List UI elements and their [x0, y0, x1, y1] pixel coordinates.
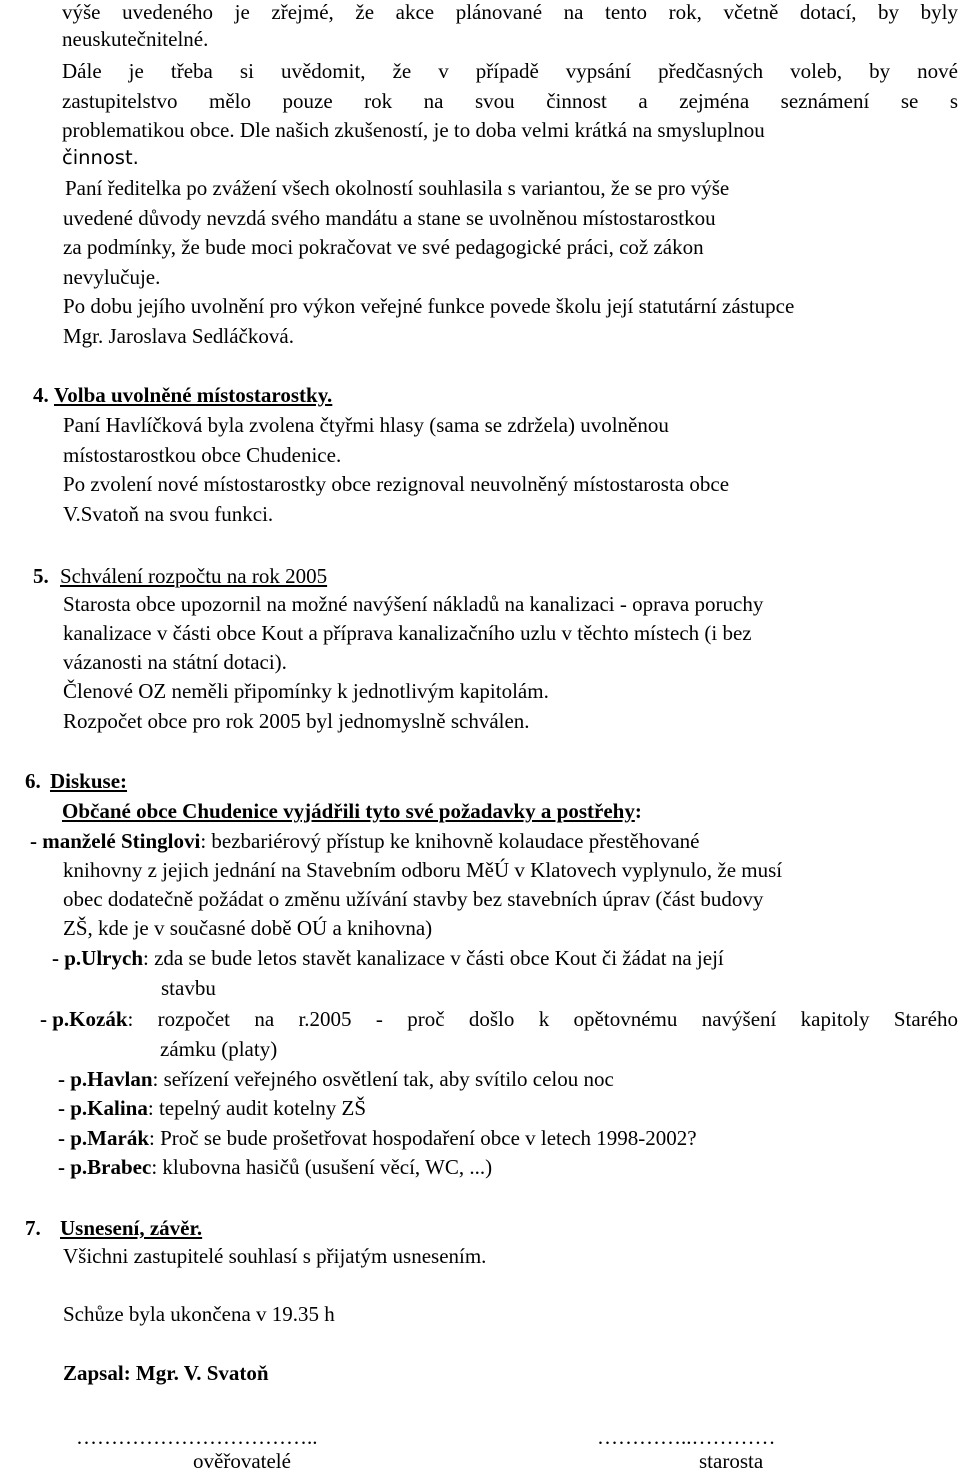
section-4-title: Volba uvolněné místostarostky.: [54, 383, 333, 407]
item-name: p.Havlan: [70, 1067, 153, 1091]
discussion-item-kozak: [40, 1006, 958, 1032]
item-dash: -: [58, 1096, 71, 1120]
closing-text: Schůze byla ukončena v 19.35 h: [63, 1302, 335, 1326]
section-4-line-1: Paní Havlíčková byla zvolena čtyřmi hlasy (sama se zdržela) uvolněnou: [63, 413, 669, 437]
section-7-number: 7.: [25, 1216, 41, 1240]
section-5-line-5: Rozpočet obce pro rok 2005 byl jednomyslně schválen.: [63, 709, 530, 733]
item-text: : tepelný audit kotelny ZŠ: [147, 1096, 367, 1120]
item-text: : rozpočet na r.2005 - proč došlo k opětovnému navýšení kapitoly Starého: [127, 1007, 958, 1031]
section-5-line-3: vázanosti na státní dotaci).: [63, 650, 287, 674]
item-dash: -: [58, 1126, 71, 1150]
section-6-number: 6.: [25, 769, 41, 793]
discussion-item-havlan: [58, 1066, 614, 1092]
item-text: : Proč se bude prošetřovat hospodaření obce v letech 1998-2002?: [149, 1126, 697, 1150]
author-text: Zapsal: Mgr. V. Svatoň: [63, 1361, 269, 1385]
section-7-heading: [25, 1215, 202, 1241]
section-5-title: Schválení rozpočtu na rok 2005: [60, 564, 328, 588]
discussion-item-kalina: [58, 1095, 366, 1121]
item-text: : zda se bude letos stavět kanalizace v části obce Kout či žádat na její: [143, 946, 724, 970]
discussion-item-continuation: obec dodatečně požádat o změnu užívání stavby bez stavebních úprav (část budovy: [63, 887, 764, 911]
intro-para-line-2: uvedené důvody nevzdá svého mandátu a stane se uvolněnou místostarostkou: [63, 206, 716, 230]
intro-line-3: Dále je třeba si uvědomit, že v případě vypsání předčasných voleb, by nové: [62, 59, 958, 83]
section-4-number: 4.: [33, 383, 49, 407]
discussion-item-stinglovi: [30, 828, 699, 854]
section-5-heading: [33, 563, 327, 589]
section-6-heading: [25, 768, 127, 794]
intro-line-2: neuskutečnitelné.: [62, 27, 209, 51]
signature-left-label: ověřovatelé: [193, 1449, 291, 1473]
item-name: manželé Stinglovi: [42, 829, 201, 853]
intro-line-1: výše uvedeného je zřejmé, že akce plánované na tento rok, včetně dotací, by byly: [62, 0, 958, 24]
item-name: p.Brabec: [70, 1155, 152, 1179]
discussion-item-ulrych: [52, 945, 724, 971]
signature-left-dots: ……………………………..: [76, 1425, 318, 1449]
intro-line-6: činnost.: [62, 146, 139, 169]
item-name: p.Marák: [70, 1126, 149, 1150]
signature-right-dots: …………..…………: [597, 1425, 776, 1449]
item-text: : bezbariérový přístup ke knihovně kolaudace přestěhované: [200, 829, 700, 853]
item-text: : klubovna hasičů (usušení věcí, WC, ...): [151, 1155, 493, 1179]
item-dash: -: [58, 1067, 71, 1091]
discussion-item-continuation: ZŠ, kde je v současné době OÚ a knihovna): [63, 916, 433, 940]
section-5-line-2: kanalizace v části obce Kout a příprava kanalizačního uzlu v těchto místech (i bez: [63, 621, 752, 645]
discussion-item-continuation: stavbu: [161, 976, 216, 1000]
intro-para-line-3: za podmínky, že bude moci pokračovat ve své pedagogické práci, což zákon: [63, 235, 704, 259]
section-7-line-1: Všichni zastupitelé souhlasí s přijatým usnesením.: [63, 1244, 487, 1268]
section-7-title: Usnesení, závěr.: [60, 1216, 203, 1240]
intro-line-5-serif: problematikou obce. Dle našich zkušeností, je to doba velmi krátká na smysluplnou: [62, 118, 765, 142]
discussion-item-marak: [58, 1125, 697, 1151]
item-text: : seřízení veřejného osvětlení tak, aby svítilo celou noc: [152, 1067, 614, 1091]
section-4-line-3: Po zvolení nové místostarostky obce rezignoval neuvolněný místostarosta obce: [63, 472, 730, 496]
section-4-line-2: místostarostkou obce Chudenice.: [63, 443, 342, 467]
item-dash: -: [30, 829, 43, 853]
intro-para-line-1: Paní ředitelka po zvážení všech okolností souhlasila s variantou, že se pro výše: [65, 176, 730, 200]
item-dash: -: [58, 1155, 71, 1179]
discussion-item-brabec: [58, 1154, 492, 1180]
section-5-line-1: Starosta obce upozornil na možné navýšení nákladů na kanalizaci - oprava poruchy: [63, 592, 764, 616]
discussion-item-continuation: knihovny z jejich jednání na Stavebním odboru MěÚ v Klatovech vyplynulo, že musí: [63, 858, 783, 882]
intro-para-line-4: nevylučuje.: [63, 265, 161, 289]
section-4-line-4: V.Svatoň na svou funkci.: [63, 502, 274, 526]
item-name: p.Kalina: [70, 1096, 148, 1120]
item-dash: -: [52, 946, 65, 970]
section-6-subtitle-colon: :: [634, 799, 642, 823]
item-name: p.Ulrych: [64, 946, 143, 970]
intro-line-4: zastupitelstvo mělo pouze rok na svou činnost a zejména seznámení se s: [62, 89, 958, 113]
section-6-subtitle-text: Občané obce Chudenice vyjádřili tyto své požadavky a postřehy: [62, 799, 635, 823]
section-6-title: Diskuse:: [50, 769, 128, 793]
section-5-number: 5.: [33, 564, 49, 588]
signature-right-label: starosta: [699, 1449, 764, 1473]
intro-para-line-5: Po dobu jejího uvolnění pro výkon veřejné funkce povede školu její statutární zástupce: [63, 294, 795, 318]
section-4-heading: [33, 382, 332, 408]
item-name: p.Kozák: [52, 1007, 128, 1031]
discussion-item-continuation: zámku (platy): [160, 1037, 278, 1061]
intro-line-5: [62, 117, 765, 143]
section-5-line-4: Členové OZ neměli připomínky k jednotlivým kapitolám.: [63, 679, 549, 703]
section-6-subtitle: [0, 798, 642, 824]
intro-para-line-6: Mgr. Jaroslava Sedláčková.: [63, 324, 294, 348]
author-line: [63, 1360, 269, 1386]
item-dash: -: [40, 1007, 53, 1031]
